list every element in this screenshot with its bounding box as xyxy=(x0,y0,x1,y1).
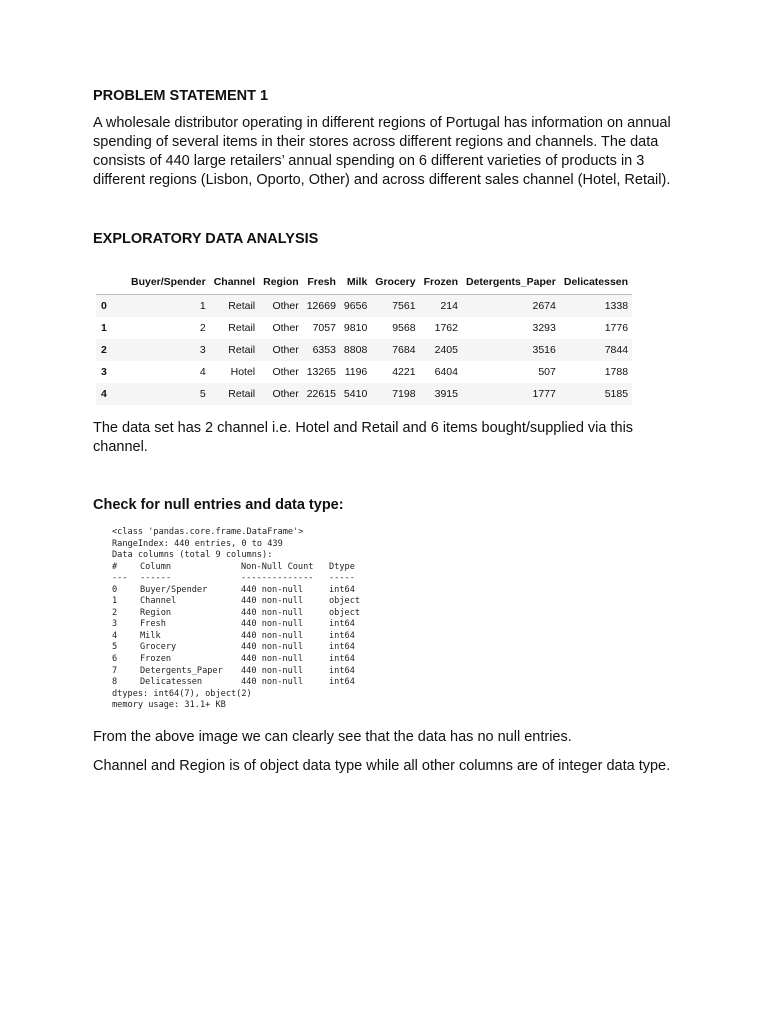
info-cell: int64 xyxy=(329,677,355,688)
table-cell: 4 xyxy=(199,366,206,378)
info-cell: int64 xyxy=(329,584,355,595)
info-cell: 3 xyxy=(112,619,118,630)
info-cell: Buyer/Spender xyxy=(140,584,208,595)
info-header-line: <class 'pandas.core.frame.DataFrame'> xyxy=(112,527,304,537)
info-cell: Non-Null Count xyxy=(241,561,314,572)
table-cell: 9656 xyxy=(340,295,371,318)
table-cell: 9810 xyxy=(343,322,368,334)
info-cell: Region xyxy=(140,607,172,618)
info-cell: Channel xyxy=(140,596,177,607)
info-cell: ------ xyxy=(140,573,172,584)
table-header: Delicatessen xyxy=(560,271,632,295)
table-cell: 2 xyxy=(199,322,206,334)
row-index-cell: 2 xyxy=(96,339,127,361)
info-footer-line: memory usage: 31.1+ KB xyxy=(112,700,226,711)
info-footer-line: dtypes: int64(7), object(2) xyxy=(112,688,252,699)
table-cell: Retail xyxy=(228,322,256,334)
table-header: Buyer/Spender xyxy=(127,271,210,295)
table-cell: 214 xyxy=(420,295,462,318)
info-cell: Fresh xyxy=(140,619,166,630)
info-cell: 440 non-null xyxy=(241,642,304,653)
table-cell: 3293 xyxy=(532,322,556,334)
table-cell: 8808 xyxy=(340,339,371,361)
table-cell: 22615 xyxy=(303,383,340,405)
table-cell: Hotel xyxy=(230,366,256,378)
table-cell: 2405 xyxy=(420,339,462,361)
table-header: Detergents_Paper xyxy=(462,271,560,295)
table-cell: Other xyxy=(272,322,299,334)
info-cell: int64 xyxy=(329,642,355,653)
info-cell: Column xyxy=(140,561,172,572)
table-cell: 7198 xyxy=(371,383,419,405)
info-cell: int64 xyxy=(329,665,355,676)
info-cell: 440 non-null xyxy=(241,630,304,641)
table-cell: 6404 xyxy=(434,366,458,378)
table-cell: 7057 xyxy=(312,322,336,334)
row-index-cell: 0 xyxy=(96,295,127,318)
table-cell: 1762 xyxy=(434,322,458,334)
table-header-row xyxy=(96,271,632,295)
info-cell: Milk xyxy=(140,630,161,641)
info-header-line: RangeIndex: 440 entries, 0 to 439 xyxy=(112,538,283,549)
table-cell: 5185 xyxy=(560,383,632,405)
info-cell: --- xyxy=(112,573,128,584)
table-row xyxy=(96,295,632,318)
table-cell: Retail xyxy=(210,383,259,405)
table-header-index xyxy=(96,271,127,295)
info-cell: 440 non-null xyxy=(241,665,304,676)
table-cell: 3 xyxy=(127,339,210,361)
table-cell: Other xyxy=(272,366,299,378)
table-header: Fresh xyxy=(303,271,340,295)
info-cell: Frozen xyxy=(140,654,172,665)
table-cell: 3915 xyxy=(420,383,462,405)
info-column-row xyxy=(112,654,683,666)
table-cell: 1 xyxy=(127,295,210,318)
info-column-row xyxy=(112,619,683,631)
info-column-row xyxy=(112,642,683,654)
info-cell: 440 non-null xyxy=(241,596,304,607)
conclusion-data-types: Channel and Region is of object data type while all other columns are of integer data type. xyxy=(93,757,671,774)
table-cell: 1338 xyxy=(560,295,632,318)
table-header: Grocery xyxy=(371,271,419,295)
problem-statement-title: PROBLEM STATEMENT 1 xyxy=(93,88,269,104)
table-row xyxy=(96,361,632,383)
info-cell: int64 xyxy=(329,619,355,630)
table-cell: 3516 xyxy=(462,339,560,361)
info-cell: object xyxy=(329,607,361,618)
info-cell: 6 xyxy=(112,654,118,665)
table-header: Milk xyxy=(340,271,371,295)
info-column-row xyxy=(112,585,683,597)
info-cell: Grocery xyxy=(140,642,177,653)
info-cell: ----- xyxy=(329,573,355,584)
info-cell: int64 xyxy=(329,630,355,641)
info-cell: 2 xyxy=(112,607,118,618)
null-check-title: Check for null entries and data type: xyxy=(93,497,344,513)
data-description: The data set has 2 channel i.e. Hotel and Retail and 6 items bought/supplied via this channel. xyxy=(93,420,634,455)
table-cell: 1196 xyxy=(344,366,368,378)
table-cell: 1788 xyxy=(604,366,629,378)
table-cell: Other xyxy=(259,339,303,361)
info-cell: 440 non-null xyxy=(241,584,304,595)
info-cell: 4 xyxy=(112,630,118,641)
table-cell: 1777 xyxy=(462,383,560,405)
table-cell: 7684 xyxy=(371,339,419,361)
document-page xyxy=(93,86,683,776)
info-cell: 440 non-null xyxy=(241,607,304,618)
dataframe-info-output xyxy=(112,527,683,712)
info-cell: -------------- xyxy=(241,573,314,584)
info-column-row xyxy=(112,631,683,643)
table-cell: Retail xyxy=(210,339,259,361)
table-cell: 5410 xyxy=(340,383,371,405)
info-column-row xyxy=(112,677,683,689)
table-cell: Other xyxy=(259,295,303,318)
info-cell: Dtype xyxy=(329,561,355,572)
info-cell: Delicatessen xyxy=(140,677,203,688)
info-cell: 7 xyxy=(112,665,118,676)
info-header-line: Data columns (total 9 columns): xyxy=(112,550,273,561)
table-cell: 2674 xyxy=(462,295,560,318)
info-cell: 440 non-null xyxy=(241,654,304,665)
info-column-row xyxy=(112,596,683,608)
eda-title: EXPLORATORY DATA ANALYSIS xyxy=(93,231,319,247)
table-row xyxy=(96,317,632,339)
conclusion-no-nulls: From the above image we can clearly see that the data has no null entries. xyxy=(93,728,572,745)
info-cell: int64 xyxy=(329,654,355,665)
info-cell: 440 non-null xyxy=(241,619,304,630)
table-cell: 7844 xyxy=(560,339,632,361)
info-column-row xyxy=(112,666,683,678)
row-index-cell: 3 xyxy=(101,366,107,378)
info-cell: # xyxy=(112,561,118,572)
row-index-cell: 4 xyxy=(96,383,127,405)
info-cell: object xyxy=(329,596,361,607)
table-header: Frozen xyxy=(420,271,462,295)
table-header: Channel xyxy=(210,271,259,295)
row-index-cell: 1 xyxy=(101,322,107,334)
table-cell: 6353 xyxy=(303,339,340,361)
table-cell: 12669 xyxy=(303,295,340,318)
problem-statement-body: A wholesale distributor operating in different regions of Portugal has information on annual spending of several items in their stores across different regions and channels. The data consists of 440 large retailers’ annual spending on 6 different varieties of products in 3 different regions (Lisbon, Oporto, Other) and across different sales channel (Hotel, Retail). xyxy=(93,115,671,188)
info-cell: 1 xyxy=(112,596,118,607)
table-row xyxy=(96,339,632,361)
info-cell: 5 xyxy=(112,642,118,653)
table-cell: 1776 xyxy=(604,322,629,334)
info-column-row xyxy=(112,608,683,620)
table-body xyxy=(96,295,632,406)
info-cell: 440 non-null xyxy=(241,677,304,688)
table-header: Region xyxy=(259,271,303,295)
table-cell: 5 xyxy=(127,383,210,405)
table-row xyxy=(96,383,632,405)
dataframe-head-table xyxy=(96,271,632,405)
table-cell: 9568 xyxy=(392,322,416,334)
table-cell: Other xyxy=(259,383,303,405)
info-separator xyxy=(112,573,683,585)
info-cell: 0 xyxy=(112,584,118,595)
table-cell: 4221 xyxy=(392,366,416,378)
table-cell: 7561 xyxy=(371,295,419,318)
info-column-header xyxy=(112,562,683,574)
table-cell: 507 xyxy=(538,366,556,378)
info-cell: 8 xyxy=(112,677,118,688)
table-cell: 13265 xyxy=(306,366,336,378)
table-cell: Retail xyxy=(210,295,259,318)
info-cell: Detergents_Paper xyxy=(140,665,223,676)
